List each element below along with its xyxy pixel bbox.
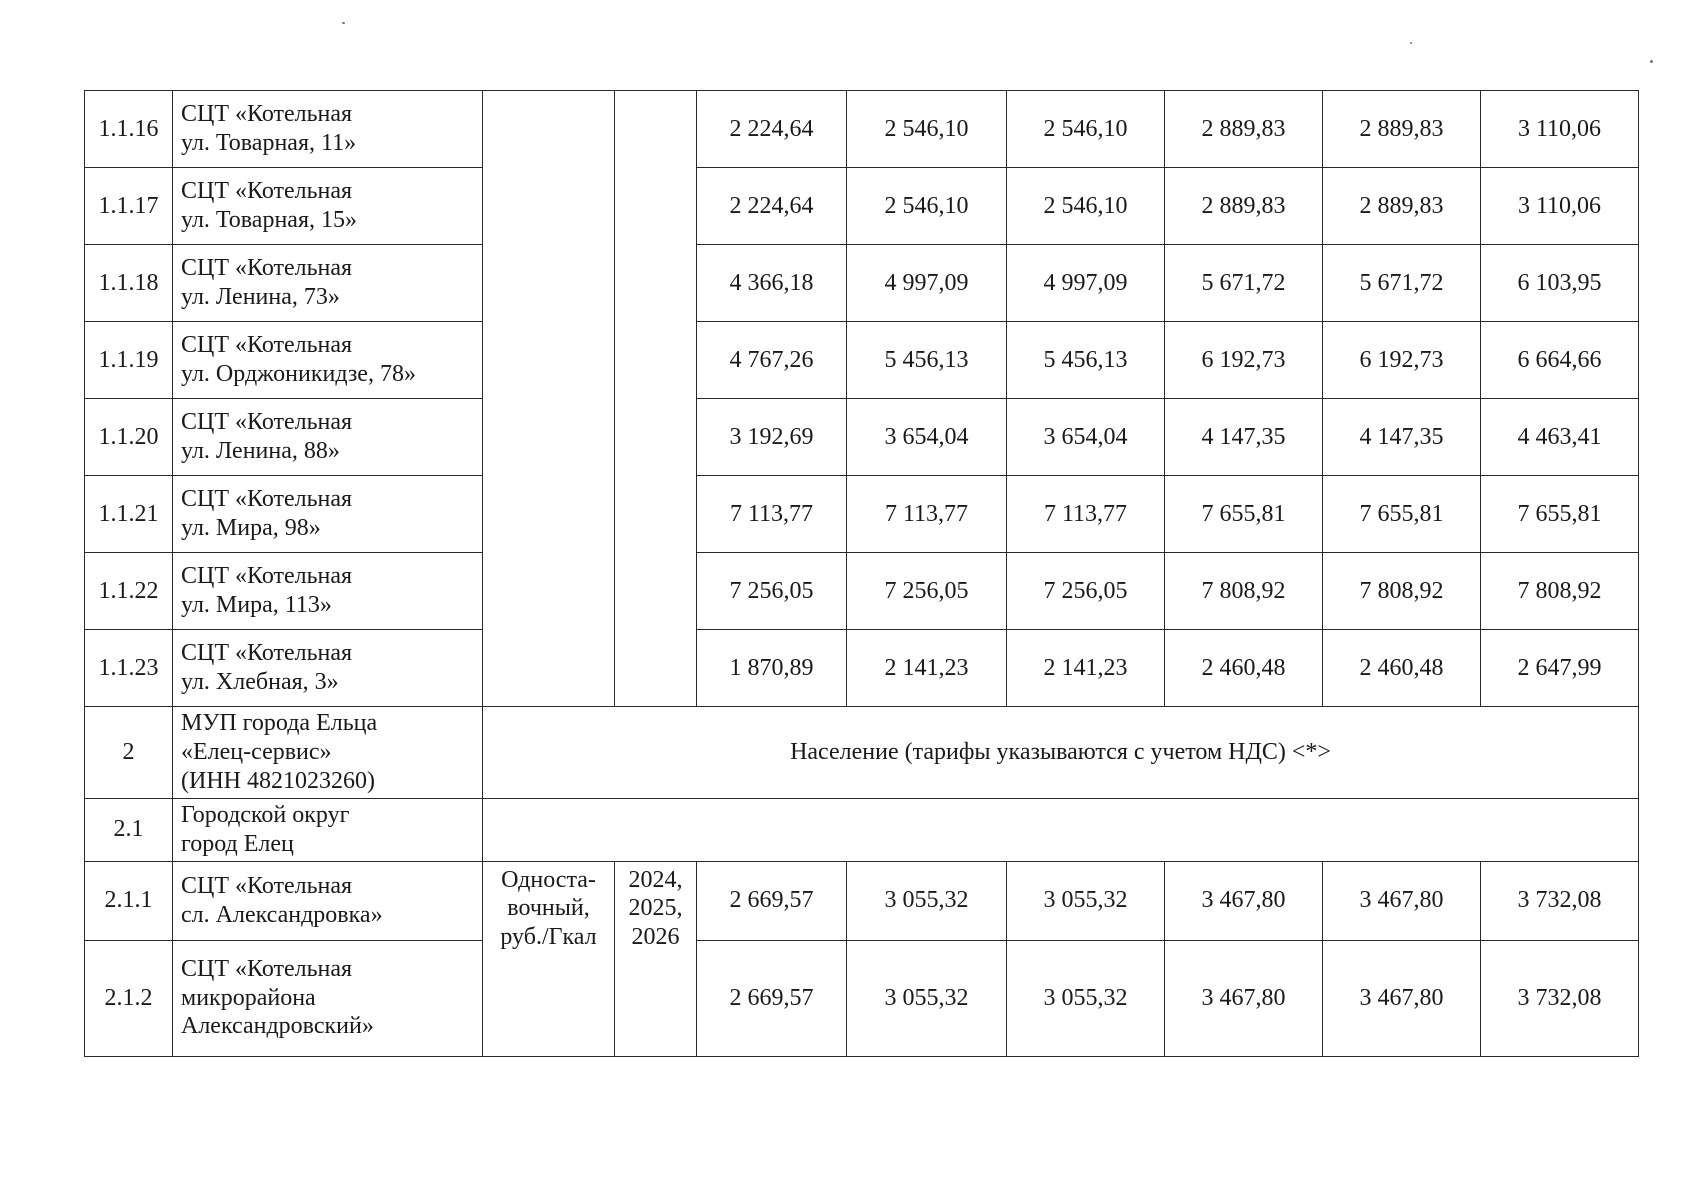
tariff-value: 2 224,64 bbox=[697, 91, 847, 168]
tariff-value: 6 664,66 bbox=[1481, 322, 1639, 399]
row-name: СЦТ «Котельная ул. Товарная, 15» bbox=[173, 168, 483, 245]
tariff-value: 3 055,32 bbox=[847, 861, 1007, 940]
tariff-value: 3 467,80 bbox=[1165, 861, 1323, 940]
row-name: СЦТ «Котельная ул. Хлебная, 3» bbox=[173, 630, 483, 707]
row-name: СЦТ «Котельная микрорайона Александровский» bbox=[173, 940, 483, 1056]
tariff-type-cell bbox=[483, 91, 615, 707]
tariff-value: 4 767,26 bbox=[697, 322, 847, 399]
table-row bbox=[85, 861, 1639, 940]
tariff-value: 2 669,57 bbox=[697, 940, 847, 1056]
tariff-value: 4 147,35 bbox=[1165, 399, 1323, 476]
row-number: 1.1.17 bbox=[85, 168, 173, 245]
tariff-value: 3 654,04 bbox=[847, 399, 1007, 476]
tariff-value: 4 997,09 bbox=[1007, 245, 1165, 322]
row-number: 1.1.22 bbox=[85, 553, 173, 630]
district-name: Городской округ город Елец bbox=[173, 799, 483, 862]
tariff-value: 2 141,23 bbox=[847, 630, 1007, 707]
row-number: 1.1.21 bbox=[85, 476, 173, 553]
tariff-value: 4 366,18 bbox=[697, 245, 847, 322]
row-name: СЦТ «Котельная ул. Товарная, 11» bbox=[173, 91, 483, 168]
tariff-value: 3 055,32 bbox=[1007, 861, 1165, 940]
row-name: СЦТ «Котельная ул. Мира, 98» bbox=[173, 476, 483, 553]
tariff-value: 3 467,80 bbox=[1165, 940, 1323, 1056]
tariff-value: 6 192,73 bbox=[1323, 322, 1481, 399]
tariff-value: 3 055,32 bbox=[847, 940, 1007, 1056]
tariff-type-cell: Односта- вочный, руб./Гкал bbox=[483, 861, 615, 1056]
tariff-value: 7 808,92 bbox=[1323, 553, 1481, 630]
tariff-value: 2 889,83 bbox=[1165, 168, 1323, 245]
scan-speck bbox=[342, 22, 345, 24]
tariff-value: 3 467,80 bbox=[1323, 940, 1481, 1056]
tariff-value: 6 192,73 bbox=[1165, 322, 1323, 399]
tariff-value: 7 808,92 bbox=[1481, 553, 1639, 630]
tariff-value: 5 456,13 bbox=[1007, 322, 1165, 399]
row-number: 1.1.16 bbox=[85, 91, 173, 168]
tariff-value: 1 870,89 bbox=[697, 630, 847, 707]
tariff-value: 3 732,08 bbox=[1481, 940, 1639, 1056]
tariff-table bbox=[84, 90, 1639, 1057]
organization-name: МУП города Ельца «Елец-сервис» (ИНН 4821023260) bbox=[173, 707, 483, 799]
tariff-value: 6 103,95 bbox=[1481, 245, 1639, 322]
tariff-value: 3 192,69 bbox=[697, 399, 847, 476]
population-note: Население (тарифы указываются с учетом НДС) <*> bbox=[483, 707, 1639, 799]
tariff-value: 2 889,83 bbox=[1323, 91, 1481, 168]
table-row bbox=[85, 940, 1639, 1056]
tariff-value: 3 654,04 bbox=[1007, 399, 1165, 476]
tariff-value: 2 889,83 bbox=[1323, 168, 1481, 245]
row-name: СЦТ «Котельная ул. Мира, 113» bbox=[173, 553, 483, 630]
tariff-value: 5 456,13 bbox=[847, 322, 1007, 399]
row-name: СЦТ «Котельная ул. Ленина, 88» bbox=[173, 399, 483, 476]
tariff-value: 7 655,81 bbox=[1481, 476, 1639, 553]
table-row bbox=[85, 476, 1639, 553]
table-row bbox=[85, 91, 1639, 168]
table-row bbox=[85, 399, 1639, 476]
table-row bbox=[85, 245, 1639, 322]
tariff-value: 2 546,10 bbox=[1007, 91, 1165, 168]
tariff-value: 3 055,32 bbox=[1007, 940, 1165, 1056]
tariff-value: 2 460,48 bbox=[1323, 630, 1481, 707]
row-number: 1.1.18 bbox=[85, 245, 173, 322]
row-number: 2.1.2 bbox=[85, 940, 173, 1056]
table-row bbox=[85, 553, 1639, 630]
tariff-value: 2 546,10 bbox=[1007, 168, 1165, 245]
row-number: 2.1.1 bbox=[85, 861, 173, 940]
row-name: СЦТ «Котельная ул. Орджоникидзе, 78» bbox=[173, 322, 483, 399]
tariff-value: 7 113,77 bbox=[847, 476, 1007, 553]
tariff-value: 7 808,92 bbox=[1165, 553, 1323, 630]
tariff-value: 2 889,83 bbox=[1165, 91, 1323, 168]
district-row bbox=[85, 799, 1639, 862]
tariff-value: 7 655,81 bbox=[1323, 476, 1481, 553]
row-number: 1.1.20 bbox=[85, 399, 173, 476]
tariff-value: 5 671,72 bbox=[1323, 245, 1481, 322]
tariff-value: 2 141,23 bbox=[1007, 630, 1165, 707]
row-name: СЦТ «Котельная ул. Ленина, 73» bbox=[173, 245, 483, 322]
row-number: 1.1.19 bbox=[85, 322, 173, 399]
tariff-value: 3 110,06 bbox=[1481, 168, 1639, 245]
tariff-value: 2 546,10 bbox=[847, 91, 1007, 168]
tariff-value: 4 147,35 bbox=[1323, 399, 1481, 476]
row-number: 2 bbox=[85, 707, 173, 799]
tariff-value: 7 256,05 bbox=[847, 553, 1007, 630]
tariff-value: 4 997,09 bbox=[847, 245, 1007, 322]
tariff-value: 3 732,08 bbox=[1481, 861, 1639, 940]
tariff-value: 4 463,41 bbox=[1481, 399, 1639, 476]
table-row bbox=[85, 630, 1639, 707]
tariff-value: 2 460,48 bbox=[1165, 630, 1323, 707]
tariff-value: 2 647,99 bbox=[1481, 630, 1639, 707]
tariff-value: 7 113,77 bbox=[697, 476, 847, 553]
table-row bbox=[85, 322, 1639, 399]
tariff-value: 7 256,05 bbox=[1007, 553, 1165, 630]
table-row bbox=[85, 168, 1639, 245]
scan-speck bbox=[1650, 60, 1653, 63]
tariff-value: 2 224,64 bbox=[697, 168, 847, 245]
tariff-value: 7 113,77 bbox=[1007, 476, 1165, 553]
tariff-value: 5 671,72 bbox=[1165, 245, 1323, 322]
row-number: 1.1.23 bbox=[85, 630, 173, 707]
tariff-value: 2 669,57 bbox=[697, 861, 847, 940]
empty-cell bbox=[483, 799, 1639, 862]
tariff-value: 2 546,10 bbox=[847, 168, 1007, 245]
tariff-value: 7 655,81 bbox=[1165, 476, 1323, 553]
row-name: СЦТ «Котельная сл. Александровка» bbox=[173, 861, 483, 940]
organization-row bbox=[85, 707, 1639, 799]
tariff-value: 3 467,80 bbox=[1323, 861, 1481, 940]
tariff-value: 3 110,06 bbox=[1481, 91, 1639, 168]
scan-speck bbox=[1410, 42, 1412, 44]
tariff-value: 7 256,05 bbox=[697, 553, 847, 630]
years-cell: 2024, 2025, 2026 bbox=[615, 861, 697, 1056]
row-number: 2.1 bbox=[85, 799, 173, 862]
years-cell bbox=[615, 91, 697, 707]
